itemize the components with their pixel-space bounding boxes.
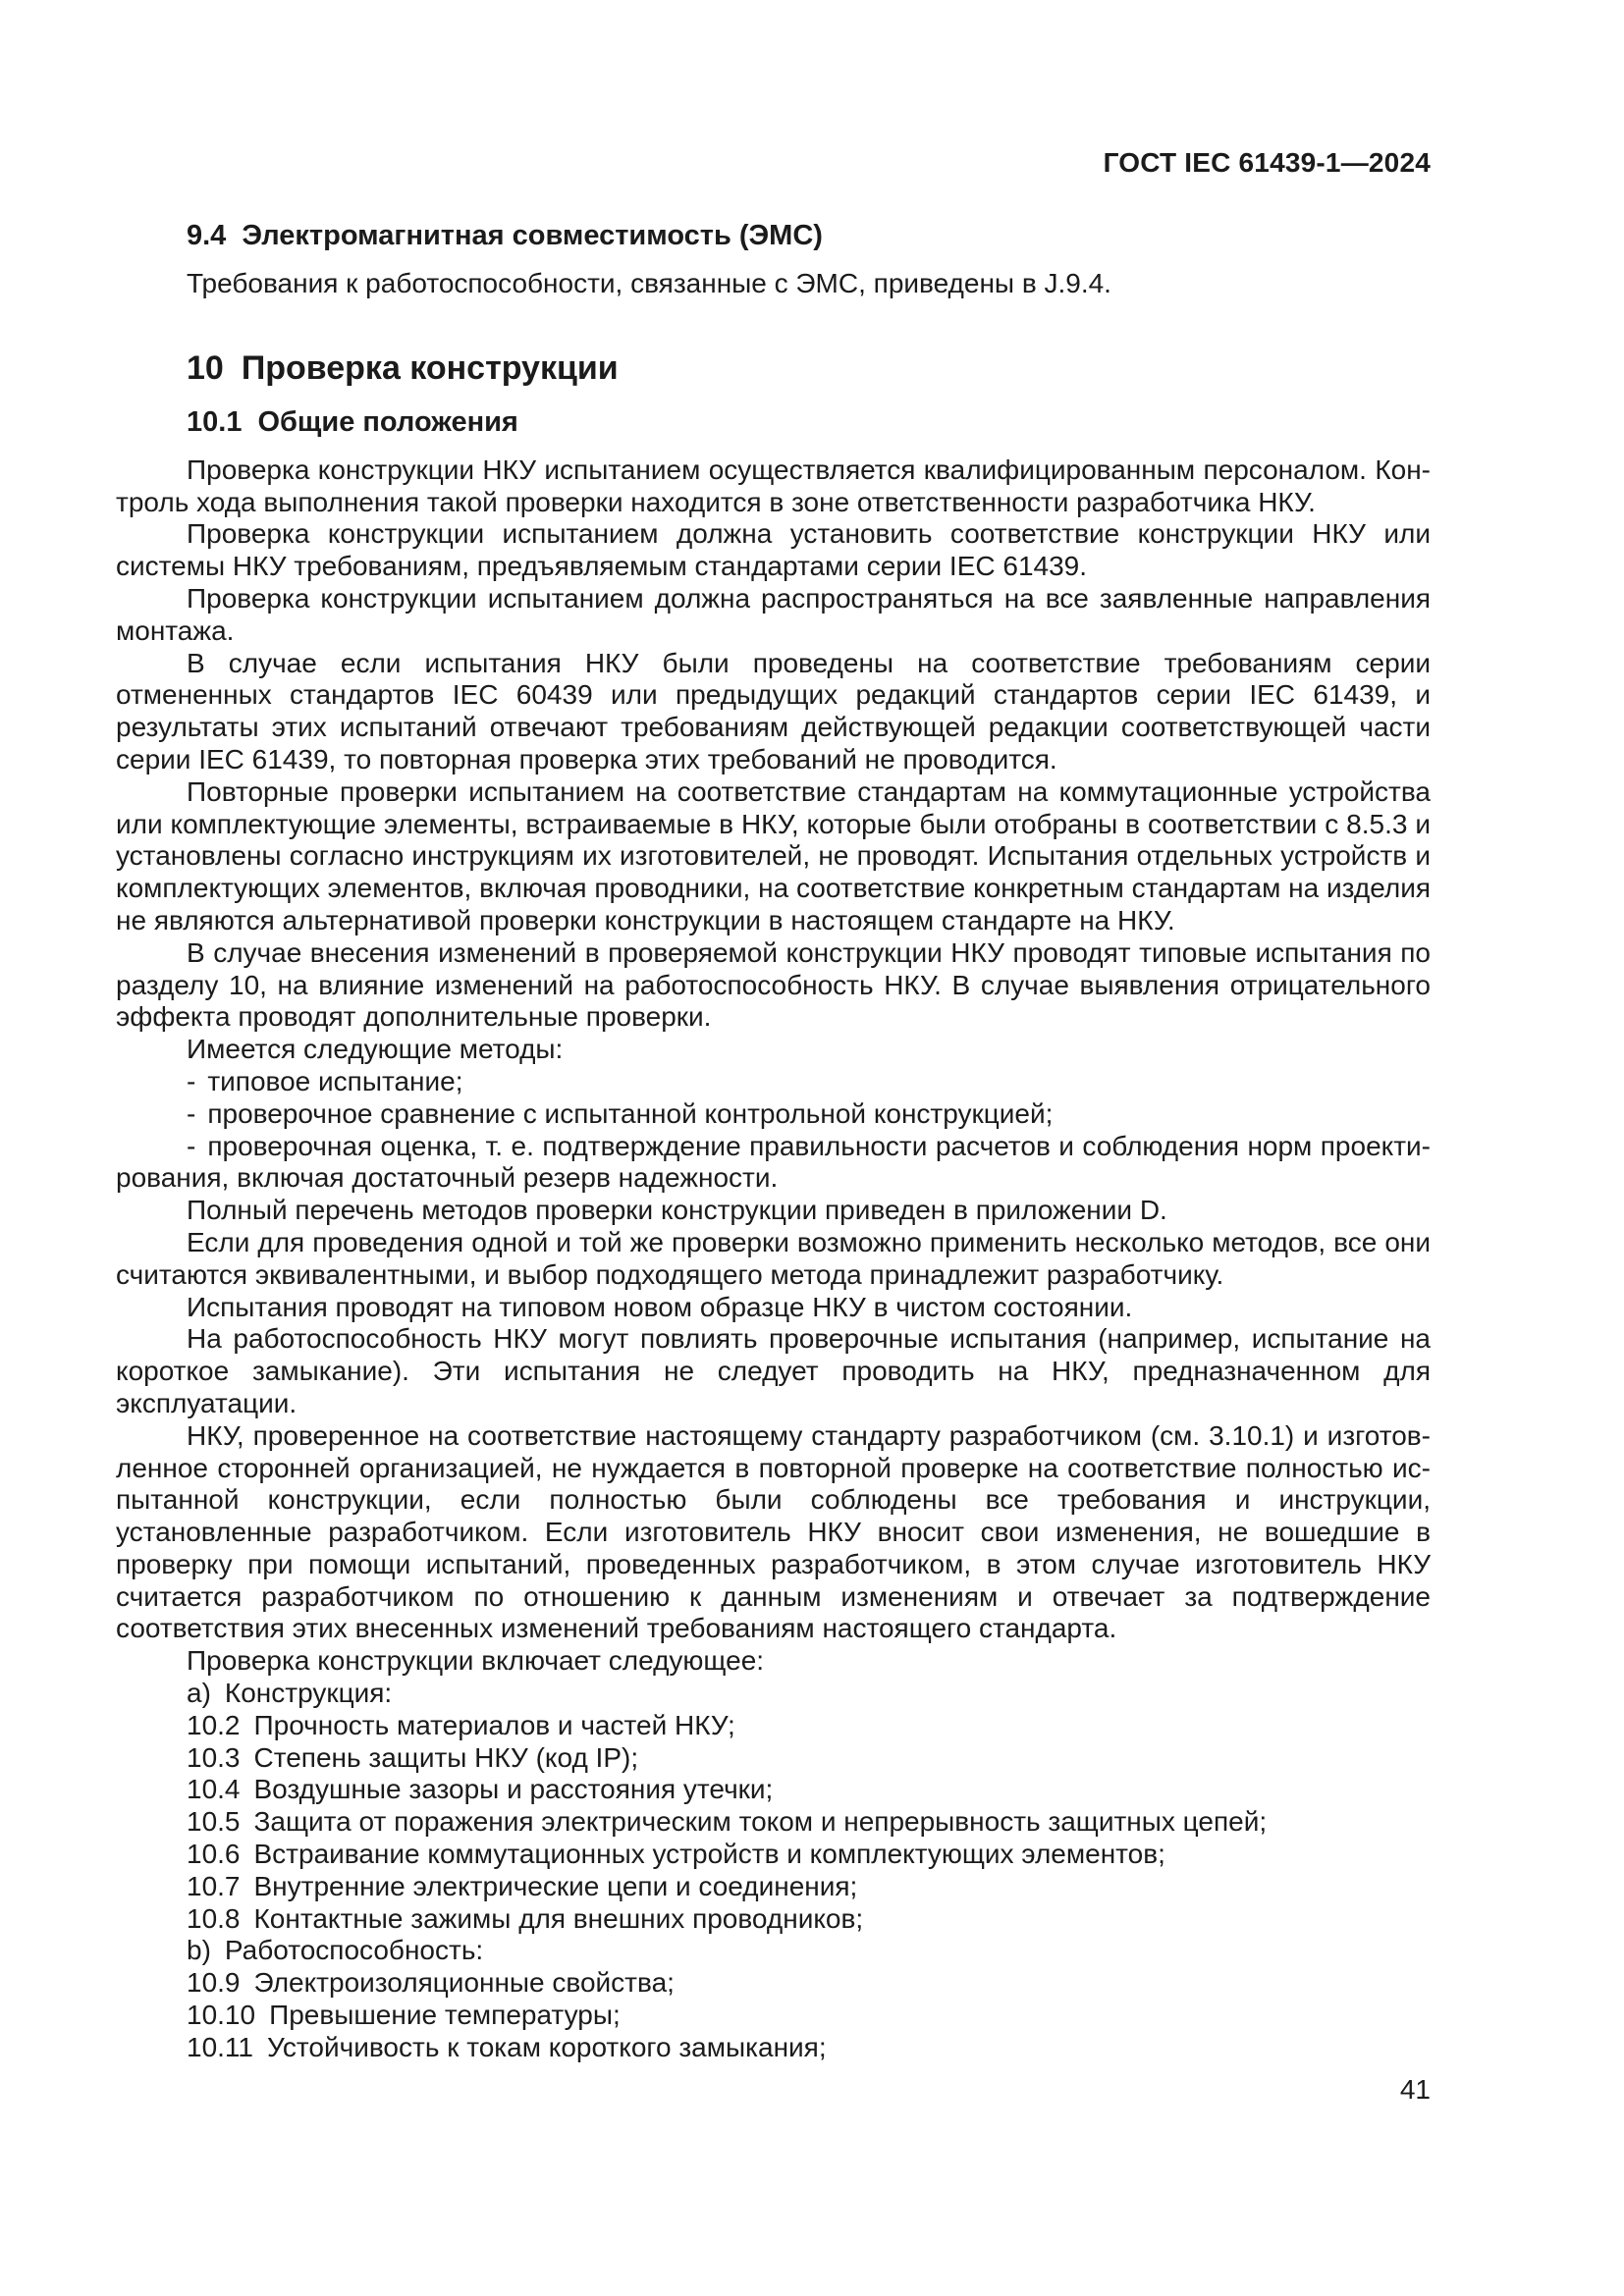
text-run: Имеется следующие методы:	[187, 1034, 564, 1065]
text-run: типовое испытание;	[207, 1065, 463, 1096]
dash-marker: -	[187, 1130, 196, 1161]
clause-number: 10.8	[187, 1902, 241, 1934]
section-heading-10	[116, 349, 1431, 388]
text-run: Проверка конструкции НКУ испытанием осуществляется квалифицированным персоналом. Контроль хода выполнения такой проверки находится в зоне ответственности разработчика НКУ.	[116, 454, 1431, 517]
heading-number: 10.1	[187, 405, 243, 438]
clause-item-10.11	[116, 2032, 1431, 2064]
text-run: Защита от поражения электрическим током и непрерывность защитных цепей;	[253, 1806, 1268, 1838]
clause-number: 10.5	[187, 1806, 241, 1838]
paragraph	[116, 1420, 1431, 1646]
paragraph	[116, 937, 1431, 1034]
clause-number: a)	[187, 1678, 211, 1709]
text-run: Проверка конструкции включает следующее:	[187, 1645, 765, 1677]
clause-number: 10.7	[187, 1870, 241, 1901]
paragraph	[116, 1292, 1431, 1324]
text-run: Степень защиты НКУ (код IP);	[253, 1741, 639, 1773]
clause-item-b)	[116, 1935, 1431, 1967]
text-run: Превышение температуры;	[269, 2000, 621, 2031]
clause-number: 10.10	[187, 2000, 256, 2031]
section-heading-9.4	[116, 219, 1431, 252]
paragraph	[116, 648, 1431, 776]
clause-item-10.2	[116, 1710, 1431, 1742]
text-run: Воздушные зазоры и расстояния утечки;	[253, 1774, 774, 1805]
paragraph	[116, 1195, 1431, 1227]
clause-item-10.3	[116, 1742, 1431, 1775]
text-run: Повторные проверки испытанием на соответствие стандартам на коммутационные устройства или комплектующие элементы, встраиваемые в НКУ, которые были отобраны в соответствии с 8.5.3 и установлены согласно инструкциям их изготовителей, не проводят. Испытания отдельных устройств и комплектующих элементов, включая проводники, на соответствие конкретным стандартам на изделия не являются альтернативой проверки конструкции в настоящем стандарте на НКУ.	[116, 775, 1431, 935]
running-header: ГОСТ IEC 61439-1—2024	[1103, 147, 1431, 178]
text-run: Прочность материалов и частей НКУ;	[253, 1709, 735, 1740]
text-run: Электроизоляционные свойства;	[253, 1967, 675, 1999]
text-run: проверочная оценка, т. е. подтверждение правильности расчетов и соблюдения норм проектирования, включая достаточный резерв надежности.	[116, 1130, 1431, 1194]
clause-number: 10.6	[187, 1839, 241, 1870]
paragraph	[116, 776, 1431, 937]
paragraph	[116, 454, 1431, 519]
heading-title: Общие положения	[257, 405, 518, 438]
clause-item-10.4	[116, 1774, 1431, 1806]
text-run: Встраивание коммутационных устройств и комплектующих элементов;	[253, 1839, 1165, 1870]
text-run: Работоспособность:	[224, 1935, 484, 1966]
text-run: На работоспособность НКУ могут повлиять проверочные испытания (например, испытание на короткое замыкание). Эти испытания не следует проводить на НКУ, предназначенном для эксплуатации.	[116, 1323, 1431, 1418]
text-run: В случае внесения изменений в проверяемой конструкции НКУ проводят типовые испытания по разделу 10, на влияние изменений на работоспособность НКУ. В случае выявления отрицательного эффекта проводят дополнительные проверки.	[116, 936, 1431, 1033]
text-run: Конструкция:	[224, 1678, 393, 1709]
text-run: НКУ, проверенное на соответствие настоящему стандарту разработчиком (см. 3.10.1) и изготовленное сторонней организацией, не нуждается в повторной проверке на соответствие полностью испытанной конструкции, если полностью были соблюдены все требования и инструкции, установленные разработчиком. Если изготовитель НКУ вносит свои изменения, не вошедшие в проверку при помощи испытаний, проведенных разработчиком, в этом случае изготовитель НКУ считается разработчиком по отношению к данным изменениям и отвечает за подтверждение соответствия этих внесенных изменений требованиям настоящего стандарта.	[116, 1419, 1431, 1644]
paragraph	[116, 1645, 1431, 1678]
heading-number: 9.4	[187, 220, 227, 251]
dash-marker: -	[187, 1097, 196, 1129]
clause-number: 10.9	[187, 1967, 241, 1999]
heading-title: Электромагнитная совместимость (ЭМС)	[242, 220, 823, 251]
clause-number: b)	[187, 1935, 211, 1966]
clause-item-10.6	[116, 1839, 1431, 1871]
text-run: Проверка конструкции испытанием должна установить соответствие конструкции НКУ или системы НКУ требованиям, предъявляемым стандартами серии IEC 61439.	[116, 518, 1431, 582]
text-run: Проверка конструкции испытанием должна распространяться на все заявленные направления монтажа.	[116, 582, 1431, 646]
text-run: Испытания проводят на типовом новом образце НКУ в чистом состоянии.	[187, 1291, 1133, 1322]
list-item	[116, 1098, 1431, 1131]
text-run: Если для проведения одной и той же проверки возможно применить несколько методов, все они считаются эквивалентными, и выбор подходящего метода принадлежит разработчику.	[116, 1226, 1431, 1290]
clause-item-10.10	[116, 2000, 1431, 2032]
text-run: Устойчивость к токам короткого замыкания;	[267, 2031, 827, 2062]
text-run: Полный перечень методов проверки конструкции приведен в приложении D.	[187, 1195, 1167, 1226]
list-item	[116, 1066, 1431, 1098]
paragraph	[116, 1227, 1431, 1292]
text-run: Требования к работоспособности, связанные с ЭМС, приведены в J.9.4.	[187, 268, 1111, 298]
heading-title: Проверка конструкции	[241, 348, 619, 387]
text-run: проверочное сравнение с испытанной контрольной конструкцией;	[207, 1097, 1054, 1129]
section-heading-10.1	[116, 405, 1431, 439]
text-run: Внутренние электрические цепи и соединения;	[253, 1870, 858, 1901]
page-number: 41	[1399, 2074, 1431, 2105]
heading-number: 10	[187, 348, 224, 387]
dash-marker: -	[187, 1065, 196, 1096]
paragraph	[116, 583, 1431, 648]
text-run: Контактные зажимы для внешних проводников;	[253, 1902, 864, 1934]
clause-item-a)	[116, 1678, 1431, 1710]
clause-number: 10.4	[187, 1774, 241, 1805]
clause-item-10.9	[116, 1967, 1431, 2000]
clause-number: 10.11	[187, 2031, 253, 2062]
document-content	[116, 219, 1431, 2064]
text-run: В случае если испытания НКУ были проведены на соответствие требованиям серии отмененных стандартов IEC 60439 или предыдущих редакций стандартов серии IEC 61439, и результаты этих испытаний отвечают требованиям действующей редакции соответствующей части серии IEC 61439, то повторная проверка этих требований не проводится.	[116, 647, 1431, 774]
clause-number: 10.2	[187, 1709, 241, 1740]
paragraph	[116, 518, 1431, 583]
clause-item-10.7	[116, 1871, 1431, 1903]
list-item	[116, 1131, 1431, 1196]
paragraph	[116, 1034, 1431, 1066]
clause-item-10.5	[116, 1806, 1431, 1839]
paragraph	[116, 1323, 1431, 1419]
clause-item-10.8	[116, 1903, 1431, 1936]
paragraph	[116, 268, 1431, 300]
clause-number: 10.3	[187, 1741, 241, 1773]
